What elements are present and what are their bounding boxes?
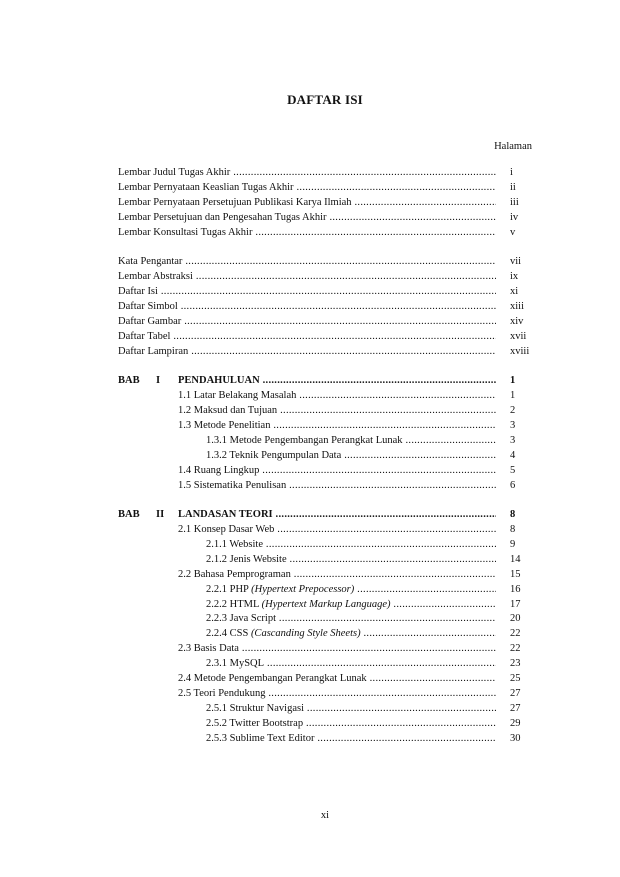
toc-entry-text bbox=[206, 702, 496, 717]
toc-entry-label: 2.2.2 HTML bbox=[206, 598, 259, 610]
toc-row bbox=[118, 196, 540, 211]
toc-row bbox=[118, 732, 540, 747]
toc-row bbox=[118, 538, 540, 553]
toc-page-number: xi bbox=[510, 286, 519, 298]
toc-page-number: xiv bbox=[510, 315, 524, 327]
toc-row bbox=[118, 612, 540, 627]
toc-row bbox=[118, 270, 540, 285]
toc-entry-label: Lembar Judul Tugas Akhir bbox=[118, 167, 231, 178]
toc-row bbox=[118, 226, 540, 241]
toc-entry-label: 1.4 Ruang Lingkup bbox=[178, 464, 260, 476]
toc-page-number: 3 bbox=[510, 434, 516, 446]
toc-entry-label: 2.3.1 MySQL bbox=[206, 658, 265, 670]
toc-entry-label: PENDAHULUAN bbox=[178, 375, 260, 387]
toc-page-number: 2 bbox=[510, 405, 516, 417]
toc-page-number: 1 bbox=[510, 375, 516, 387]
toc-page-number: 14 bbox=[510, 553, 521, 565]
toc-row bbox=[118, 508, 540, 523]
toc-entry-text bbox=[118, 270, 496, 285]
toc-row bbox=[118, 404, 540, 419]
toc-page-number: 15 bbox=[510, 568, 521, 580]
toc-entry-label: Daftar Simbol bbox=[118, 300, 178, 312]
toc-row bbox=[118, 345, 540, 360]
toc-page-number: xiii bbox=[510, 300, 525, 312]
toc-entry-label: 2.2.3 Java Script bbox=[206, 613, 276, 625]
toc-entry-text bbox=[178, 479, 496, 494]
toc-row bbox=[118, 464, 540, 479]
toc-entry-text bbox=[118, 181, 496, 196]
toc-page-number: 20 bbox=[510, 613, 521, 625]
toc-entry-text bbox=[206, 612, 496, 627]
toc-page-number: 25 bbox=[510, 673, 521, 684]
toc-entry-label: 2.4 Metode Pengembangan Perangkat Lunak bbox=[178, 673, 367, 684]
toc-entry-text bbox=[178, 672, 496, 687]
toc-row bbox=[118, 434, 540, 449]
toc-row bbox=[118, 211, 540, 226]
toc-page-number: 22 bbox=[510, 628, 521, 640]
toc-entry-label: 2.2.1 PHP bbox=[206, 583, 249, 595]
toc-entry-label: Daftar Lampiran bbox=[118, 345, 189, 357]
toc-entry-italic: (Hypertext Prepocessor) bbox=[251, 583, 355, 595]
toc-entry-text bbox=[206, 732, 496, 747]
toc-entry-text bbox=[178, 568, 496, 583]
toc-page-number: 3 bbox=[510, 419, 516, 431]
toc-entry-text bbox=[206, 449, 496, 464]
toc-entry-label: 1.3 Metode Penelitian bbox=[178, 419, 271, 431]
toc-entry-text bbox=[178, 404, 496, 419]
toc-page-number: vii bbox=[510, 256, 522, 268]
toc-row bbox=[118, 285, 540, 300]
toc-page-number: 5 bbox=[510, 464, 516, 476]
toc-entry-text bbox=[178, 642, 496, 657]
toc-entry-text bbox=[118, 255, 496, 270]
toc-row bbox=[118, 449, 540, 464]
toc-row bbox=[118, 657, 540, 672]
toc-entry-text bbox=[118, 196, 496, 211]
toc-row bbox=[118, 687, 540, 702]
toc-entry-label: Lembar Pernyataan Persetujuan Publikasi Karya Ilmiah bbox=[118, 196, 352, 208]
toc-entry-italic: (Hypertext Markup Language) bbox=[261, 598, 391, 610]
toc-row bbox=[118, 255, 540, 270]
toc-row bbox=[118, 300, 540, 315]
toc-entry-label: 2.1.1 Website bbox=[206, 538, 263, 550]
toc-entry-text bbox=[178, 389, 496, 404]
toc-entry-label: Daftar Gambar bbox=[118, 315, 182, 327]
toc-entry-text bbox=[206, 657, 496, 672]
toc-entry-text bbox=[206, 598, 496, 613]
toc-entry-label: 1.5 Sistematika Penulisan bbox=[178, 479, 287, 491]
toc-row bbox=[118, 568, 540, 583]
toc-entry-italic: (Cascanding Style Sheets) bbox=[250, 628, 361, 640]
toc-row bbox=[118, 330, 540, 345]
toc-page-number: 17 bbox=[510, 598, 521, 610]
toc-entry-text bbox=[206, 434, 496, 449]
page-number: xi bbox=[320, 810, 330, 821]
toc-entry-text bbox=[118, 345, 496, 360]
toc-entry-text bbox=[206, 717, 496, 732]
toc-row bbox=[118, 627, 540, 642]
toc-entry-label: LANDASAN TEORI bbox=[178, 509, 273, 521]
toc-page-number: 6 bbox=[510, 479, 516, 491]
toc-entry-label: 1.3.2 Teknik Pengumpulan Data bbox=[206, 449, 342, 461]
toc-entry-label: 1.2 Maksud dan Tujuan bbox=[178, 405, 278, 417]
toc-entry-text bbox=[118, 285, 496, 300]
toc-entry-text bbox=[178, 523, 496, 538]
toc-entry-label: 2.5.3 Sublime Text Editor bbox=[206, 732, 315, 744]
toc-row bbox=[118, 553, 540, 568]
toc-page-number: 8 bbox=[510, 524, 516, 536]
halaman-heading: Halaman bbox=[494, 141, 532, 152]
toc-row bbox=[118, 479, 540, 494]
toc-page-number: xviii bbox=[510, 345, 530, 357]
toc-entry-label: 2.5 Teori Pendukung bbox=[178, 687, 266, 699]
toc-row bbox=[118, 702, 540, 717]
toc-row bbox=[118, 642, 540, 657]
chapter-label: BAB bbox=[118, 509, 140, 521]
toc-entry-text bbox=[178, 508, 496, 523]
toc-page-number: v bbox=[510, 226, 516, 238]
toc-row bbox=[118, 315, 540, 330]
toc-entry-text bbox=[178, 464, 496, 479]
toc-entry-text bbox=[206, 553, 496, 568]
toc-entry-text bbox=[118, 226, 496, 241]
toc-page-number: 27 bbox=[510, 687, 521, 699]
chapter-number: I bbox=[156, 375, 161, 387]
toc-row bbox=[118, 672, 540, 687]
chapter-number: II bbox=[156, 509, 165, 521]
toc-page-number: 22 bbox=[510, 643, 521, 655]
toc-page-number: i bbox=[510, 167, 513, 178]
toc-entry-label: 1.1 Latar Belakang Masalah bbox=[178, 390, 297, 402]
toc-entry-label: Lembar Abstraksi bbox=[118, 271, 193, 283]
toc-entry-label: Daftar Tabel bbox=[118, 330, 171, 342]
toc-row bbox=[118, 166, 540, 181]
toc-page-number: 16 bbox=[510, 583, 521, 595]
chapter-label: BAB bbox=[118, 375, 140, 387]
toc-entry-label: Lembar Persetujuan dan Pengesahan Tugas Akhir bbox=[118, 211, 327, 223]
toc-page-number: 8 bbox=[510, 509, 516, 521]
toc-row bbox=[118, 598, 540, 613]
toc-page-number: 23 bbox=[510, 658, 521, 670]
toc-row bbox=[118, 717, 540, 732]
toc-entry-text bbox=[206, 627, 496, 642]
toc-row bbox=[118, 389, 540, 404]
toc-page-number: xvii bbox=[510, 330, 527, 342]
toc-page-number: 1 bbox=[510, 390, 516, 402]
toc-row bbox=[118, 181, 540, 196]
toc-entry-label: Lembar Pernyataan Keaslian Tugas Akhir bbox=[118, 181, 294, 193]
toc-entry-text bbox=[118, 300, 496, 315]
toc-entry-text bbox=[118, 330, 496, 345]
table-of-contents bbox=[118, 166, 540, 746]
toc-page-number: ii bbox=[510, 181, 516, 193]
toc-page-number: 29 bbox=[510, 717, 521, 729]
toc-row bbox=[118, 374, 540, 389]
toc-entry-text bbox=[178, 687, 496, 702]
toc-entry-text bbox=[178, 374, 496, 389]
toc-entry-label: 2.5.2 Twitter Bootstrap bbox=[206, 717, 304, 729]
toc-page-number: iv bbox=[510, 211, 519, 223]
toc-row bbox=[118, 523, 540, 538]
toc-entry-text bbox=[206, 583, 496, 598]
toc-entry-label: 2.5.1 Struktur Navigasi bbox=[206, 702, 304, 714]
toc-entry-text bbox=[178, 419, 496, 434]
toc-entry-label: 2.1 Konsep Dasar Web bbox=[178, 524, 275, 536]
toc-entry-label: 2.3 Basis Data bbox=[178, 643, 239, 655]
toc-entry-label: 2.1.2 Jenis Website bbox=[206, 553, 287, 565]
toc-page-number: iii bbox=[510, 196, 519, 208]
toc-entry-label: Daftar Isi bbox=[118, 286, 158, 298]
toc-entry-text bbox=[206, 538, 496, 553]
toc-row bbox=[118, 583, 540, 598]
toc-entry-text bbox=[118, 211, 496, 226]
toc-entry-text bbox=[118, 315, 496, 330]
page-title: DAFTAR ISI bbox=[287, 92, 363, 107]
toc-entry-label: Kata Pengantar bbox=[118, 256, 183, 268]
toc-entry-label: 2.2 Bahasa Pemprograman bbox=[178, 568, 291, 580]
toc-page-number: 30 bbox=[510, 732, 521, 744]
toc-page-number: ix bbox=[510, 271, 519, 283]
toc-page-number: 27 bbox=[510, 702, 521, 714]
toc-entry-label: 2.2.4 CSS bbox=[206, 628, 249, 640]
toc-row bbox=[118, 419, 540, 434]
toc-page-number: 4 bbox=[510, 449, 516, 461]
toc-page-number: 9 bbox=[510, 538, 516, 550]
toc-entry-label: 1.3.1 Metode Pengembangan Perangkat Lunak bbox=[206, 434, 403, 446]
toc-entry-label: Lembar Konsultasi Tugas Akhir bbox=[118, 226, 253, 238]
toc-entry-text bbox=[118, 166, 496, 181]
